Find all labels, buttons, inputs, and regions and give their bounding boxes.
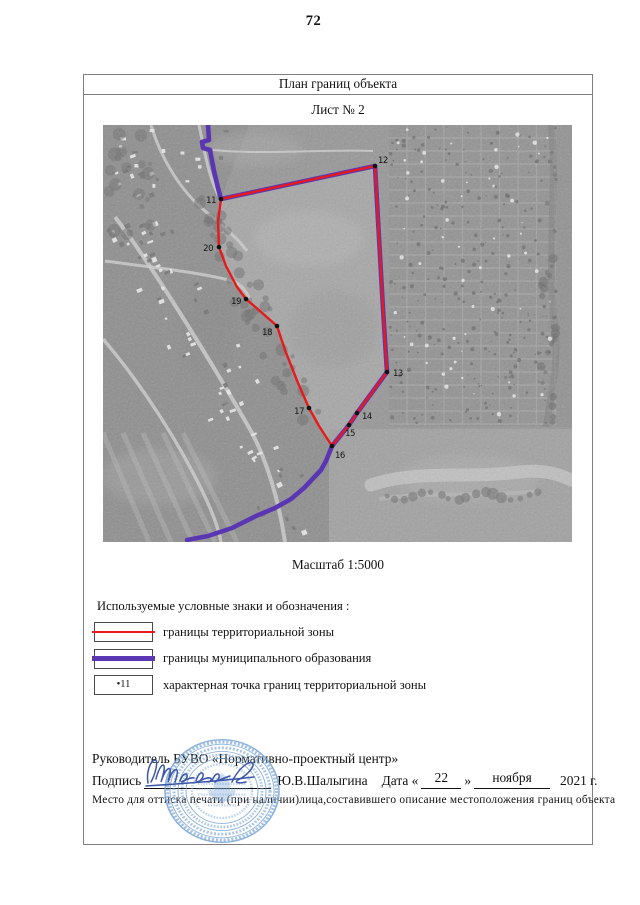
legend-heading: Используемые условные знаки и обозначения : <box>97 599 350 613</box>
document-frame <box>83 74 616 845</box>
territorial-zone-swatch <box>94 622 153 642</box>
purple-line-symbol <box>92 656 155 661</box>
date-month: ноября <box>474 770 550 789</box>
point-marker-18 <box>275 324 280 329</box>
page-number: 72 <box>305 13 322 29</box>
map-scale: Масштаб 1:5000 <box>291 557 384 572</box>
point-marker-17 <box>307 406 312 411</box>
municipal-boundary-swatch <box>94 649 153 669</box>
boundary-plan-map <box>103 125 572 542</box>
legend-item-municipal <box>94 649 426 669</box>
legend <box>94 599 426 702</box>
legend-item-territorial <box>94 622 426 642</box>
date-label: Дата « <box>381 773 419 788</box>
point-label-11: 11 <box>206 196 216 206</box>
point-label-13: 13 <box>393 369 403 379</box>
document-title: План границ объекта <box>84 75 592 95</box>
red-line-symbol <box>92 631 155 633</box>
legend-item-point <box>94 675 426 695</box>
point-label-18: 18 <box>262 328 272 338</box>
characteristic-point-swatch: •11 <box>94 675 153 695</box>
point-label-19: 19 <box>231 297 241 307</box>
point-marker-14 <box>355 411 360 416</box>
legend-label: характерная точка границ территориальной зоны <box>163 677 427 692</box>
point-marker-20 <box>217 245 222 250</box>
stamp-note: Место для оттиска печати (при наличии)лица,составившего описание местоположения границ объекта <box>92 794 616 806</box>
point-marker-19 <box>244 297 249 302</box>
legend-label: границы территориальной зоны <box>163 624 335 639</box>
point-label-15: 15 <box>345 429 355 439</box>
point-label-20: 20 <box>203 244 213 254</box>
aerial-map <box>103 125 572 542</box>
signatory-position: Руководитель БУВО «Нормативно-проектный центр» <box>92 751 399 766</box>
signature-label: Подпись <box>92 773 142 788</box>
point-label-12: 12 <box>378 156 388 166</box>
point-marker-11 <box>219 197 224 202</box>
date-day: 22 <box>421 770 461 789</box>
point-label-14: 14 <box>362 412 372 422</box>
point-marker-12 <box>373 164 378 169</box>
point-label-17: 17 <box>294 407 304 417</box>
point-marker-16 <box>330 444 335 449</box>
sheet-number: Лист № 2 <box>311 102 365 117</box>
signer-name: Ю.В.Шалыгина <box>277 773 368 788</box>
legend-label: границы муниципального образования <box>163 651 372 665</box>
point-marker-13 <box>385 370 390 375</box>
date-quote-close: » <box>464 773 472 788</box>
point-marker-15 <box>347 423 352 428</box>
point-label-16: 16 <box>335 451 345 461</box>
date-year: 2021 г. <box>560 773 598 788</box>
handwritten-signature <box>142 755 276 791</box>
